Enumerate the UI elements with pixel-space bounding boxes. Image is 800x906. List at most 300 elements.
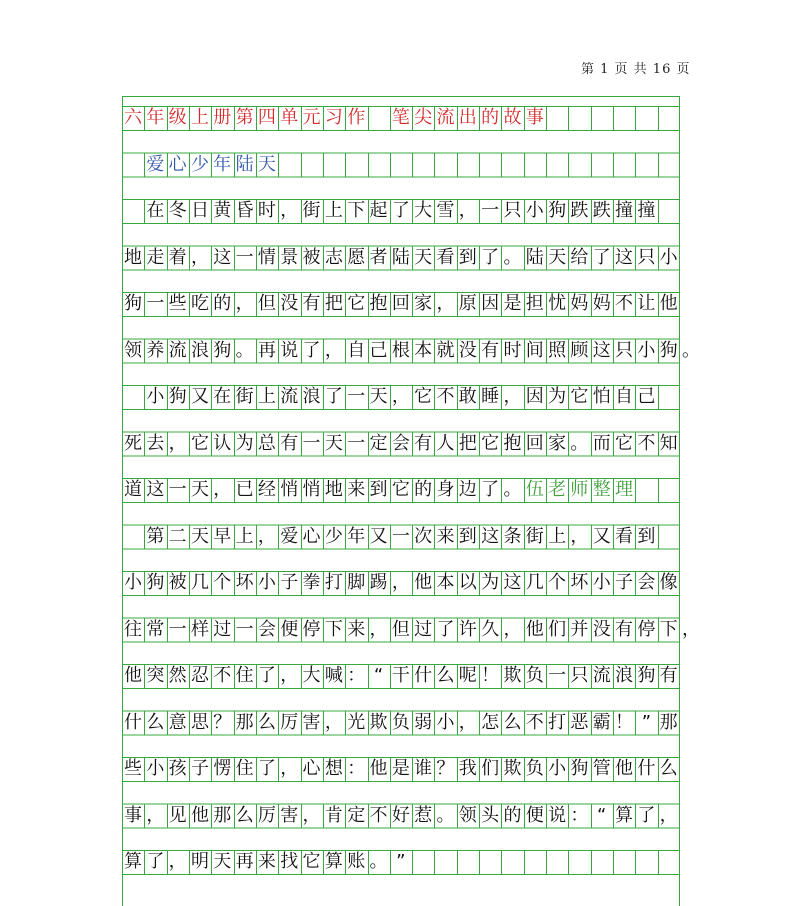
char-cell: 黄 [213,200,232,221]
char-cell: 出 [458,107,477,128]
char-cell: 不 [436,386,455,407]
char-cell: 又 [190,386,209,407]
char-cell: 为 [481,572,500,593]
char-cell: 一 [481,200,500,221]
char-cell: 愿 [347,246,366,268]
char-cell: 少 [324,525,343,547]
char-cell: 。 [369,851,388,872]
char-cell: 来 [436,525,455,547]
char-cell: ， [458,200,477,221]
char-cell: 霸 [592,711,611,733]
char-cell: 有 [481,339,500,361]
char-cell: 狗 [570,758,589,779]
char-cell: 它 [615,432,634,454]
char-cell: 算 [324,851,343,872]
char-cell: 踢 [369,572,388,593]
char-cell: ， [190,246,209,268]
char-cell: 么 [436,665,455,686]
char-cell: 四 [257,107,276,128]
char-cell: 养 [146,339,165,361]
watermark-char: 整 [592,479,611,500]
char-cell: 流 [168,339,187,361]
char-cell: ， [280,665,299,686]
char-cell: 便 [280,618,299,640]
char-cell: 年 [146,107,165,128]
char-cell: 经 [257,479,276,500]
char-cell: 领 [458,804,477,826]
char-cell: 的 [481,107,500,128]
char-cell: 了 [257,758,276,779]
char-cell: 己 [637,386,656,407]
char-cell: 住 [235,665,254,686]
char-cell: 日 [190,200,209,221]
char-cell: 笔 [391,107,410,128]
char-cell: 孩 [168,758,187,779]
char-cell: 街 [302,200,321,221]
char-cell: 不 [369,804,388,826]
char-cell [122,385,144,409]
char-cell: 一 [235,246,254,268]
char-cell: ， [324,339,343,361]
char-cell: 下 [347,200,366,221]
char-cell: 认 [213,432,232,454]
char-cell: 六 [124,107,142,128]
char-cell: 陆 [525,246,544,268]
char-cell: 了 [257,665,276,686]
char-cell: 突 [146,665,165,686]
char-cell: 。 [503,246,522,268]
char-cell: 狗 [637,665,656,686]
char-cell: 街 [235,386,254,407]
char-cell: 他 [369,758,388,779]
char-cell: 小 [146,386,165,407]
char-cell: 不 [525,711,544,733]
char-cell: 天 [548,246,567,268]
char-cell: 天 [190,479,209,500]
char-cell: 只 [637,246,656,268]
char-cell: 肯 [324,804,343,826]
char-cell: 故 [503,107,522,128]
char-cell: 年 [347,525,366,547]
char-cell: 到 [637,525,656,547]
char-cell: 负 [525,665,544,686]
char-cell: 上 [324,200,343,221]
char-cell: 小 [124,572,142,593]
char-cell: 欺 [503,758,522,779]
char-cell: 担 [525,293,544,314]
char-cell: 的 [503,804,522,826]
char-cell: 少 [190,153,209,175]
char-cell: 的 [414,479,433,500]
char-cell: 道 [124,479,142,500]
char-cell: 了 [592,246,611,268]
char-cell: 回 [391,293,410,314]
char-cell: 又 [592,525,611,547]
char-cell: ， [391,572,410,593]
char-cell: 谁 [414,758,433,779]
char-cell: 们 [481,758,500,779]
char-cell: 天 [213,851,232,872]
char-cell: 不 [615,293,634,314]
watermark-char: 伍 [525,479,544,500]
char-cell: 上 [257,386,276,407]
char-cell: 么 [146,711,165,733]
char-cell: 它 [570,386,589,407]
char-cell: ” [396,851,406,872]
char-cell: 拳 [302,572,321,593]
char-cell: 有 [280,432,299,454]
char-cell: ？ [213,711,232,733]
char-cell: 它 [414,386,433,407]
char-cell: 么 [235,804,254,826]
char-cell: 到 [458,246,477,268]
char-cell: 身 [436,479,455,500]
char-cell: 见 [168,804,187,826]
char-cell: 小 [525,200,544,221]
char-cell: 它 [347,293,366,314]
char-cell: 事 [124,804,142,826]
char-cell: ： [570,804,589,826]
char-cell: 再 [257,339,276,361]
page-number: 第 1 页 共 16 页 [581,62,691,77]
text-line [122,850,680,874]
char-cell: 我 [458,758,477,779]
char-cell: ， [168,851,187,872]
char-cell: 领 [124,339,142,361]
char-cell: ！ [615,711,634,733]
char-cell: 些 [124,758,142,779]
char-cell: 到 [369,479,388,500]
char-cell: ， [503,618,522,640]
char-cell: 悄 [302,479,321,500]
char-cell: 敢 [458,386,477,407]
char-cell: 陆 [235,153,254,175]
char-cell: 的 [213,293,232,314]
char-cell: 有 [615,618,634,640]
char-cell: 街 [525,525,544,547]
char-cell: 住 [235,758,254,779]
char-cell: 这 [213,246,232,268]
watermark-char: 老 [548,479,567,500]
char-cell: 说 [280,339,299,361]
char-cell: 己 [369,339,388,361]
char-cell: 心 [302,758,321,779]
char-cell: 一 [347,432,366,454]
char-cell: ， [682,618,700,640]
char-cell: 条 [503,525,522,547]
char-cell: 单 [280,107,299,128]
char-cell: 来 [347,618,366,640]
char-cell: 顾 [570,339,589,361]
char-cell: 上 [190,107,209,128]
char-cell: 冬 [168,200,187,221]
char-cell: 撞 [615,200,634,221]
char-cell: 雪 [436,200,455,221]
char-cell: ， [302,804,321,826]
char-cell: 时 [503,339,522,361]
text-line [122,246,680,270]
char-cell: 那 [659,711,678,733]
char-cell: 。 [682,339,700,361]
char-cell: 下 [324,618,343,640]
char-cell: 么 [659,758,678,779]
char-cell: 坏 [570,572,589,593]
char-cell: 走 [146,246,165,268]
char-cell: 欺 [503,665,522,686]
char-cell: 地 [324,479,343,500]
char-cell: 以 [458,572,477,593]
char-cell: 昏 [235,200,254,221]
char-cell: 边 [458,479,477,500]
char-cell: 回 [525,432,544,454]
char-cell: 大 [302,665,321,686]
char-cell: 二 [168,525,187,547]
char-cell: 厉 [257,804,276,826]
char-cell [122,153,144,177]
char-cell: 打 [324,572,343,593]
char-cell: 常 [146,618,165,640]
char-cell: 去 [146,432,165,454]
char-cell: 有 [414,432,433,454]
char-cell: 这 [615,246,634,268]
char-cell: “ [373,665,384,686]
char-cell: 又 [369,525,388,547]
char-cell: 有 [659,665,678,686]
char-cell: 心 [302,525,321,547]
char-cell: 账 [347,851,366,872]
char-cell: 好 [391,804,410,826]
watermark-char: 师 [570,479,589,500]
char-cell: ！ [481,665,500,686]
char-cell: 已 [235,479,254,500]
char-cell: 一 [347,386,366,407]
char-cell: 自 [347,339,366,361]
char-cell: 光 [347,711,366,733]
char-cell: 明 [190,851,209,872]
char-cell: 没 [592,618,611,640]
char-cell: 停 [302,618,321,640]
char-cell: 狗 [213,339,232,361]
char-cell: 坏 [235,572,254,593]
char-cell: 那 [213,804,232,826]
char-cell: “ [597,804,607,826]
char-cell: 抱 [503,432,522,454]
char-cell: 天 [369,386,388,407]
char-cell: 这 [592,339,611,361]
char-cell: 浪 [190,339,209,361]
char-cell: 了 [436,618,455,640]
char-cell: 来 [347,479,366,500]
char-cell: 它 [302,851,321,872]
char-cell: 把 [458,432,477,454]
char-cell: 狗 [146,572,165,593]
char-cell: 了 [391,200,410,221]
char-cell: 怕 [592,386,611,407]
char-cell: 元 [302,107,321,128]
char-cell: 在 [213,386,232,407]
text-line [122,339,700,363]
text-line [122,618,700,642]
char-cell: 会 [391,432,410,454]
char-cell: ， [168,432,187,454]
char-cell: 么 [257,711,276,733]
char-cell: 让 [637,293,656,314]
char-cell: 间 [525,339,544,361]
char-cell: 个 [213,572,232,593]
char-cell: 干 [391,665,410,686]
char-cell: 个 [548,572,567,593]
char-cell: 给 [570,246,589,268]
char-cell: ， [436,293,455,314]
char-cell: ， [570,525,589,547]
char-cell: 作 [347,107,366,128]
char-cell: 小 [146,758,165,779]
text-line [122,804,680,828]
char-cell: 他 [190,804,209,826]
char-cell: 浪 [615,665,634,686]
char-cell: 总 [257,432,276,454]
char-cell: 并 [570,618,589,640]
char-cell: ， [280,758,299,779]
char-cell: 悄 [280,479,299,500]
char-cell: 有 [302,293,321,314]
char-cell: 浪 [302,386,321,407]
char-cell: ， [146,804,165,826]
char-cell: 只 [503,200,522,221]
char-cell: 再 [235,851,254,872]
char-cell: 这 [503,572,522,593]
char-cell: 本 [414,339,433,361]
char-cell: 看 [615,525,634,547]
char-cell: 意 [168,711,187,733]
char-cell: 他 [525,618,544,640]
char-cell: 怎 [481,711,500,733]
char-cell: ： [347,758,366,779]
char-cell: ， [369,618,388,640]
char-cell: 一 [168,618,187,640]
text-line [122,711,680,735]
char-cell: 子 [280,572,299,593]
char-cell: 早 [213,525,232,547]
text-line [122,478,680,502]
char-cell: 事 [525,107,544,128]
char-cell: 害 [280,804,299,826]
char-cell: 到 [458,525,477,547]
char-cell: 尖 [414,107,433,128]
char-cell: ， [458,711,477,733]
char-cell: 流 [592,665,611,686]
char-cell: 了 [302,339,321,361]
char-cell: 因 [525,386,544,407]
char-cell: 过 [414,618,433,640]
char-cell: 人 [436,432,455,454]
char-cell: 册 [213,107,232,128]
char-cell: 照 [548,339,567,361]
char-cell: 爱 [280,525,299,547]
char-cell: ， [659,804,678,826]
char-cell: 但 [257,293,276,314]
char-cell: 没 [280,293,299,314]
char-cell: 找 [280,851,299,872]
text-line [122,385,680,409]
char-cell: ， [503,386,522,407]
char-cell: ， [324,711,343,733]
text-line [122,525,680,549]
char-cell: 会 [257,618,276,640]
char-cell: 厉 [280,711,299,733]
char-cell: 只 [615,339,634,361]
char-cell: 了 [637,804,656,826]
char-cell: 许 [458,618,477,640]
char-cell: 小 [257,572,276,593]
text-line [122,106,680,130]
char-cell: 不 [637,432,656,454]
char-cell: 了 [324,386,343,407]
char-cell: 什 [637,758,656,779]
char-cell: 睡 [481,386,500,407]
text-line [122,199,680,223]
char-cell: 便 [525,804,544,826]
char-cell: 他 [659,293,678,314]
char-cell: 脚 [347,572,366,593]
char-cell: 大 [414,200,433,221]
char-cell: 惹 [414,804,433,826]
char-cell: ： [347,665,366,686]
char-cell: 来 [257,851,276,872]
watermark-char: 理 [615,479,634,500]
char-cell: 算 [615,804,634,826]
char-cell: 不 [213,665,232,686]
char-cell: 就 [436,339,455,361]
char-cell: 说 [548,804,567,826]
char-cell: 习 [324,107,343,128]
char-cell: 小 [637,339,656,361]
char-cell: 算 [124,851,142,872]
char-cell: 天 [324,432,343,454]
char-cell: 过 [213,618,232,640]
char-cell: 根 [391,339,410,361]
char-cell: 着 [168,246,187,268]
char-cell: 它 [190,432,209,454]
text-line [122,664,680,688]
char-cell: 。 [235,339,254,361]
char-cell: 狗 [548,200,567,221]
char-cell: 它 [481,432,500,454]
char-cell: 但 [391,618,410,640]
char-cell: 什 [414,665,433,686]
char-cell: 管 [592,758,611,779]
char-cell: 忧 [548,293,567,314]
char-cell: 狗 [168,386,187,407]
char-cell: 者 [369,246,388,268]
char-cell: 愣 [213,758,232,779]
char-cell: ， [391,386,410,407]
char-cell: 在 [146,200,165,221]
char-cell: 他 [615,758,634,779]
char-cell [368,106,390,130]
char-cell: 看 [436,246,455,268]
char-cell: 第 [235,107,254,128]
text-line [122,571,680,595]
char-cell: 他 [414,572,433,593]
char-cell: 家 [548,432,567,454]
char-cell: 而 [592,432,611,454]
char-cell: 家 [414,293,433,314]
char-cell: 然 [168,665,187,686]
char-cell: 他 [124,665,142,686]
text-line [122,153,680,177]
char-cell: ， [280,200,299,221]
